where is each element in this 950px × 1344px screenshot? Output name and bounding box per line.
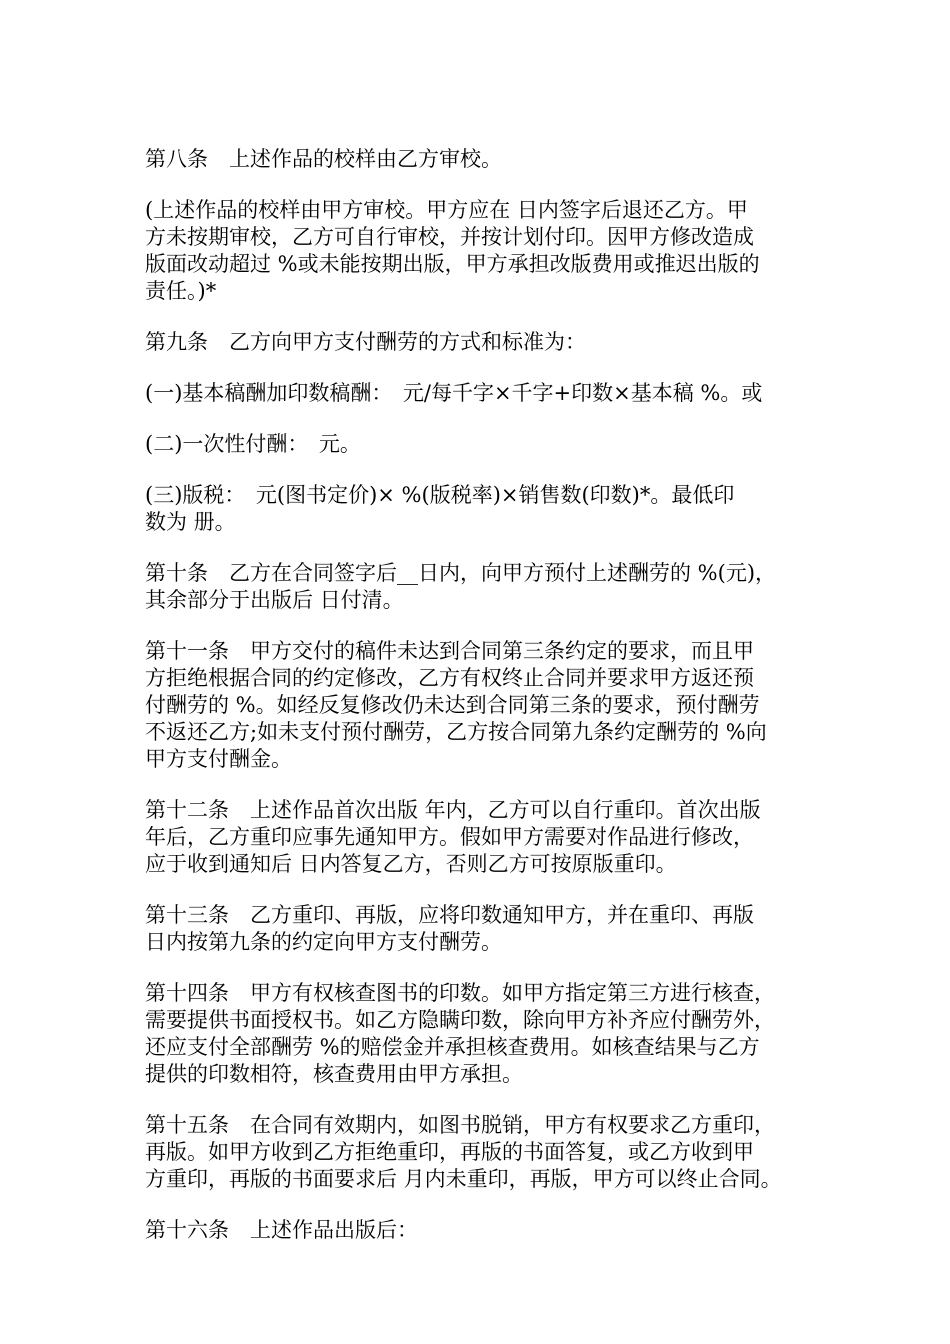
- text-line: 第十条 乙方在合同签字后__日内，向甲方预付上述酬劳的 %(元)，: [145, 561, 777, 585]
- paragraph: [145, 638, 815, 773]
- text-line: 其余部分于出版后 日付清。: [145, 588, 404, 612]
- paragraph: [145, 1112, 815, 1193]
- paragraph: [145, 560, 815, 614]
- text-line: 第十二条 上述作品首次出版 年内，乙方可以自行重印。首次出版: [145, 798, 761, 822]
- paragraph: [145, 797, 815, 878]
- text-line: 版面改动超过 %或未能按期出版，甲方承担改版费用或推迟出版的: [145, 252, 760, 276]
- text-line: (一)基本稿酬加印数稿酬： 元/每千字×千字+印数×基本稿 %。或: [145, 381, 763, 405]
- text-line: 还应支付全部酬劳 %的赔偿金并承担核查费用。如核查结果与乙方: [145, 1035, 760, 1059]
- paragraph: [145, 980, 815, 1088]
- paragraph: [145, 197, 815, 305]
- text-line: (二)一次性付酬： 元。: [145, 432, 361, 456]
- text-line: 方未按期审校，乙方可自行审校，并按计划付印。因甲方修改造成: [145, 225, 754, 249]
- paragraph: [145, 482, 815, 536]
- text-line: (三)版税： 元(图书定价)× %(版税率)×销售数(印数)*。最低印: [145, 483, 735, 507]
- text-line: 第十一条 甲方交付的稿件未达到合同第三条约定的要求，而且甲: [145, 639, 754, 663]
- text-line: 应于收到通知后 日内答复乙方，否则乙方可按原版重印。: [145, 852, 677, 876]
- text-line: 年后，乙方重印应事先通知甲方。假如甲方需要对作品进行修改，: [145, 825, 754, 849]
- document-body: [145, 146, 815, 1268]
- text-line: 第十四条 甲方有权核查图书的印数。如甲方指定第三方进行核查，: [145, 981, 775, 1005]
- paragraph: [145, 380, 815, 407]
- text-line: (上述作品的校样由甲方审校。甲方应在 日内签字后退还乙方。甲: [145, 198, 748, 222]
- text-line: 第十五条 在合同有效期内，如图书脱销，甲方有权要求乙方重印，: [145, 1113, 775, 1137]
- text-line: 日内按第九条的约定向甲方支付酬劳。: [145, 930, 502, 954]
- text-line: 第九条 乙方向甲方支付酬劳的方式和标准为：: [145, 330, 586, 354]
- text-line: 数为 册。: [145, 510, 236, 534]
- paragraph: [145, 146, 815, 173]
- text-line: 第十三条 乙方重印、再版，应将印数通知甲方，并在重印、再版: [145, 903, 754, 927]
- paragraph: [145, 329, 815, 356]
- text-line: 责任。)*: [145, 279, 217, 303]
- paragraph: [145, 1217, 815, 1244]
- text-line: 第八条 上述作品的校样由乙方审校。: [145, 147, 502, 171]
- text-line: 需要提供书面授权书。如乙方隐瞒印数，除向甲方补齐应付酬劳外，: [145, 1008, 775, 1032]
- text-line: 方重印，再版的书面要求后 月内未重印，再版，甲方可以终止合同。: [145, 1167, 782, 1191]
- text-line: 付酬劳的 %。如经反复修改仍未达到合同第三条的要求，预付酬劳: [145, 693, 760, 717]
- text-line: 方拒绝根据合同的约定修改，乙方有权终止合同并要求甲方返还预: [145, 666, 754, 690]
- text-line: 甲方支付酬金。: [145, 747, 292, 771]
- text-line: 提供的印数相符，核查费用由甲方承担。: [145, 1062, 523, 1086]
- text-line: 再版。如甲方收到乙方拒绝重印，再版的书面答复，或乙方收到甲: [145, 1140, 754, 1164]
- text-line: 第十六条 上述作品出版后：: [145, 1218, 418, 1242]
- paragraph: [145, 431, 815, 458]
- text-line: 不返还乙方;如未支付预付酬劳，乙方按合同第九条约定酬劳的 %向: [145, 720, 767, 744]
- paragraph: [145, 902, 815, 956]
